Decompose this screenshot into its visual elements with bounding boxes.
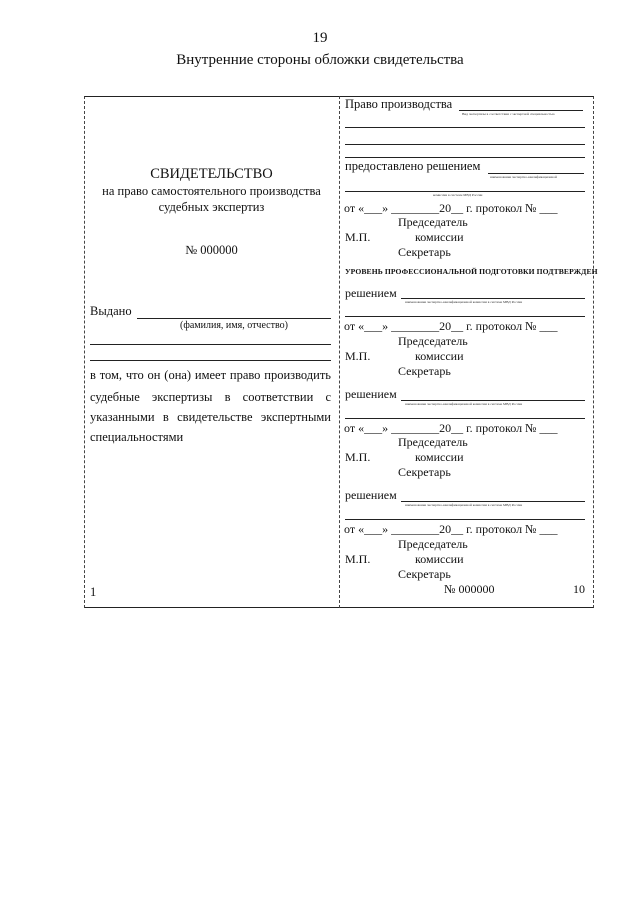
commission-label: комиссии (415, 450, 464, 464)
secretary-label: Секретарь (398, 465, 451, 479)
granted-line (488, 173, 584, 174)
secretary-label: Секретарь (398, 567, 451, 581)
blank-line (345, 127, 585, 128)
production-line (459, 110, 583, 111)
chairman-label: Председатель (398, 334, 468, 348)
secretary-label: Секретарь (398, 364, 451, 378)
level-confirmed-heading: УРОВЕНЬ ПРОФЕССИОНАЛЬНОЙ ПОДГОТОВКИ ПОДТВЕРЖДЕН (345, 267, 598, 276)
right-certificate-number: № 000000 (444, 582, 495, 596)
granted-label: предоставлено решением (345, 159, 481, 173)
blank-line (90, 360, 331, 361)
production-hint: Вид экспертизы в соответствии с экспертной специальностью (462, 112, 555, 116)
issued-label: Выдано (90, 304, 132, 318)
seal-label: М.П. (345, 552, 371, 566)
decision-label: решением (345, 286, 397, 300)
page-number: 19 (312, 30, 328, 46)
blank-line (345, 519, 585, 520)
date-protocol-line: от «___» ________20__ г. протокол № ___ (344, 522, 558, 536)
fold-line (339, 96, 340, 608)
date-protocol-line: от «___» ________20__ г. протокол № ___ (344, 319, 558, 333)
body-text-line-1: в том, что он (она) имеет право производить (90, 368, 331, 382)
commission-label: комиссии (415, 552, 464, 566)
granted-hint-2: комиссии в системе МВД России (433, 193, 483, 197)
decision-hint: наименование экспертно-квалификационной комиссии в системе МВД России (405, 402, 523, 406)
date-protocol-line: от «___» ________20__ г. протокол № ___ (344, 201, 558, 215)
chairman-label: Председатель (398, 435, 468, 449)
certificate-subtitle-2: судебных экспертиз (158, 200, 265, 214)
blank-line (345, 316, 585, 317)
decision-line (401, 501, 585, 502)
certificate-title: СВИДЕТЕЛЬСТВО (150, 166, 273, 182)
body-text-line-2: судебные экспертизы в соответствии с (90, 390, 331, 404)
right-page-number: 10 (573, 582, 585, 596)
decision-hint: наименование экспертно-квалификационной комиссии в системе МВД России (405, 503, 523, 507)
decision-label: решением (345, 387, 397, 401)
blank-line (345, 144, 585, 145)
seal-label: М.П. (345, 450, 371, 464)
certificate-subtitle-1: на право самостоятельного производства (102, 184, 321, 198)
production-label: Право производства (345, 97, 453, 111)
seal-label: М.П. (345, 230, 371, 244)
issued-name-line (137, 318, 331, 319)
chairman-label: Председатель (398, 215, 468, 229)
decision-line (401, 400, 585, 401)
commission-label: комиссии (415, 230, 464, 244)
blank-line (345, 157, 585, 158)
seal-label: М.П. (345, 349, 371, 363)
commission-label: комиссии (415, 349, 464, 363)
body-text-line-3: указанными в свидетельстве экспертными (90, 410, 331, 424)
decision-label: решением (345, 488, 397, 502)
chairman-label: Председатель (398, 537, 468, 551)
issued-hint: (фамилия, имя, отчество) (180, 320, 288, 331)
page-heading: Внутренние стороны обложки свидетельства (176, 52, 464, 68)
secretary-label: Секретарь (398, 245, 451, 259)
blank-line (345, 418, 585, 419)
granted-line-2 (345, 191, 585, 192)
blank-line (90, 344, 331, 345)
left-page-number: 1 (90, 585, 97, 599)
date-protocol-line: от «___» ________20__ г. протокол № ___ (344, 421, 558, 435)
certificate-number: № 000000 (185, 243, 238, 257)
body-text-line-4: специальностями (90, 430, 184, 444)
decision-hint: наименование экспертно-квалификационной комиссии в системе МВД России (405, 300, 523, 304)
decision-line (401, 298, 585, 299)
granted-hint-1: наименование экспертно-квалификационной (490, 175, 557, 179)
